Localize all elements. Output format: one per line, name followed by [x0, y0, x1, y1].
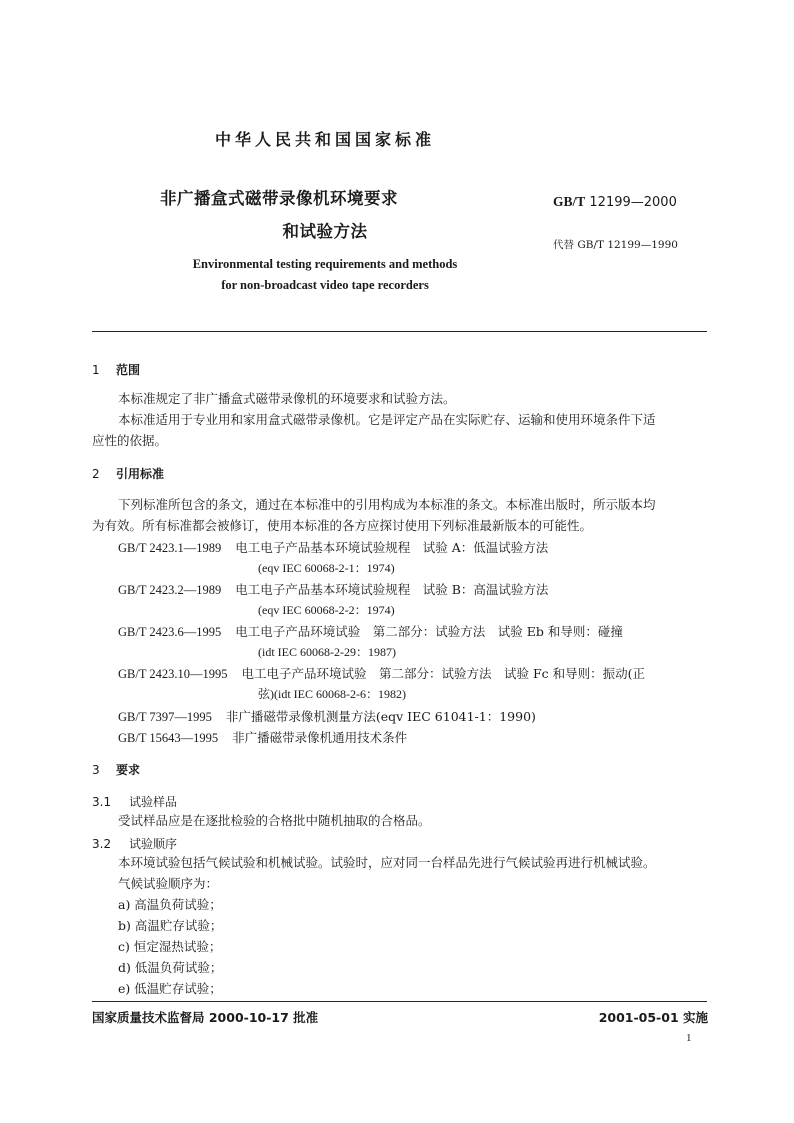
list-item: a) 高温负荷试验； [118, 897, 222, 912]
reference-item [118, 538, 548, 556]
list-item: e) 低温贮存试验； [118, 981, 222, 996]
reference-title: 非广播磁带录像机通用技术条件 [232, 730, 408, 745]
subsection-3-1-heading [92, 793, 177, 810]
reference-code: GB/T 15643—1995 [118, 731, 219, 745]
section-3-heading [92, 761, 140, 778]
replaces-standard: 代替 GB/T 12199—1990 [553, 239, 678, 251]
standard-number-value: 12199—2000 [589, 195, 677, 210]
reference-code: GB/T 2423.6—1995 [118, 625, 222, 639]
list-item: c) 恒定湿热试验； [118, 939, 222, 954]
reference-item [118, 622, 623, 640]
document-title-cn-line2: 和试验方法 [282, 222, 368, 241]
section-1-paragraph-1: 本标准规定了非广播盒式磁带录像机的环境要求和试验方法。 [118, 391, 456, 406]
reference-code: GB/T 2423.1—1989 [118, 541, 222, 555]
header-divider [92, 331, 707, 332]
reference-code: GB/T 2423.2—1989 [118, 583, 222, 597]
list-item: b) 高温贮存试验； [118, 918, 223, 933]
reference-equivalent: (eqv IEC 60068-2-2：1974) [258, 603, 395, 617]
section-title: 要求 [116, 763, 141, 777]
reference-title: 电工电子产品基本环境试验规程 试验 B：高温试验方法 [235, 582, 549, 597]
reference-equivalent: (idt IEC 60068-2-29：1987) [258, 645, 396, 659]
reference-equivalent: (eqv IEC 60068-2-1：1974) [258, 561, 395, 575]
section-1-heading [92, 361, 140, 378]
section-title: 范围 [116, 363, 141, 377]
subsection-3-1-paragraph: 受试样品应是在逐批检验的合格批中随机抽取的合格品。 [118, 813, 431, 828]
reference-title: 电工电子产品环境试验 第二部分：试验方法 试验 Fc 和导则：振动(正 [241, 666, 645, 681]
subsection-number: 3.2 [92, 837, 112, 851]
national-standard-title: 中华人民共和国国家标准 [214, 130, 435, 149]
reference-item [118, 728, 407, 746]
document-title-en-line1: Environmental testing requirements and methods [192, 257, 458, 271]
reference-code: GB/T 7397—1995 [118, 710, 212, 724]
subsection-3-2-paragraph-2: 气候试验顺序为： [118, 876, 219, 891]
footer-divider [92, 1001, 707, 1002]
approval-statement: 国家质量技术监督局 2000-10-17 批准 [92, 1010, 319, 1025]
standard-number [553, 194, 677, 210]
page-number: 1 [686, 1032, 692, 1044]
list-item: d) 低温负荷试验； [118, 960, 223, 975]
reference-title: 电工电子产品基本环境试验规程 试验 A：低温试验方法 [235, 540, 549, 555]
reference-item [118, 580, 548, 598]
reference-item [118, 664, 645, 682]
section-title: 引用标准 [116, 467, 165, 481]
subsection-3-2-paragraph-1: 本环境试验包括气候试验和机械试验。试验时，应对同一台样品先进行气候试验再进行机械试验。 [118, 855, 656, 870]
section-2-paragraph-line-1: 下列标准所包含的条文，通过在本标准中的引用构成为本标准的条文。本标准出版时，所示版本均 [118, 497, 656, 512]
subsection-3-2-heading [92, 835, 177, 852]
reference-title: 电工电子产品环境试验 第二部分：试验方法 试验 Eb 和导则：碰撞 [235, 624, 623, 639]
section-1-paragraph-2-line-1: 本标准适用于专业用和家用盒式磁带录像机。它是评定产品在实际贮存、运输和使用环境条件下适 [118, 412, 656, 427]
document-title-en-line2: for non-broadcast video tape recorders [221, 278, 429, 292]
section-2-heading [92, 465, 164, 482]
section-2-paragraph-line-2: 为有效。所有标准都会被修订，使用本标准的各方应探讨使用下列标准最新版本的可能性。 [92, 518, 593, 533]
reference-equivalent: 弦)(idt IEC 60068-2-6：1982) [258, 687, 406, 701]
standard-prefix: GB/T [553, 194, 586, 209]
document-title-cn-line1: 非广播盒式磁带录像机环境要求 [160, 189, 398, 208]
subsection-number: 3.1 [92, 795, 112, 809]
reference-title: 非广播磁带录像机测量方法(eqv IEC 61041-1：1990) [225, 709, 536, 724]
section-number: 2 [92, 467, 100, 481]
section-1-paragraph-2-line-2: 应性的依据。 [92, 433, 168, 448]
subsection-title: 试验样品 [129, 795, 178, 809]
subsection-title: 试验顺序 [129, 837, 178, 851]
reference-item [118, 707, 536, 725]
reference-code: GB/T 2423.10—1995 [118, 667, 228, 681]
section-number: 3 [92, 763, 100, 777]
section-number: 1 [92, 363, 100, 377]
implementation-date: 2001-05-01 实施 [598, 1010, 708, 1025]
